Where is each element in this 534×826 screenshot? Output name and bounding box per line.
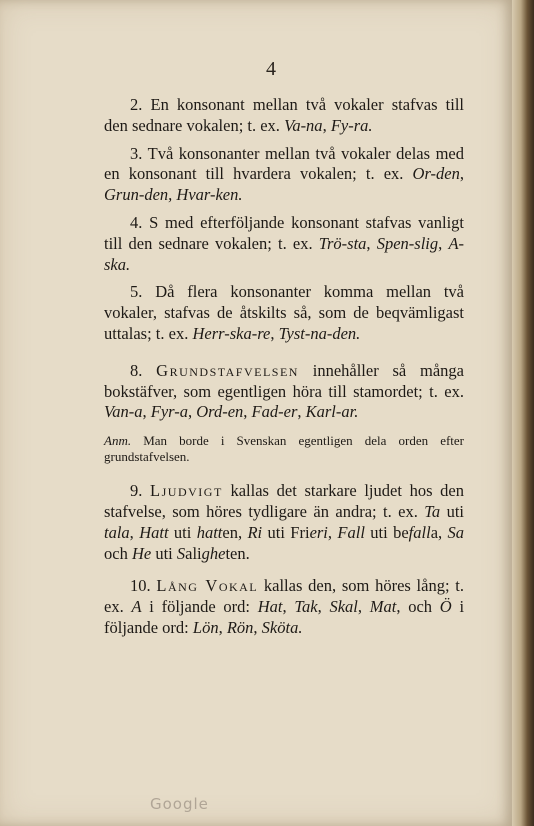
example-word: Mat [369,597,397,617]
text-run: , [129,522,140,542]
example-word: Tyst-na-den. [278,323,361,343]
google-watermark: Google [150,795,209,813]
paragraph [104,144,464,206]
text-run: , [317,597,330,617]
example-word: Ord-en [196,402,244,422]
paragraph [104,481,464,564]
term-heading: Ljudvigt [150,481,223,501]
text-run: , [297,402,306,422]
text-run: uti Fri [262,522,310,542]
example-word: Trö-sta [318,233,367,253]
example-word: Herr-ska-re [192,323,271,343]
example-word: S [176,543,186,563]
term-heading: Grundstafvelsen [156,360,299,380]
text-run: , [253,617,262,637]
text-run: Man borde i Svenskan egentligen dela orden efter grundstafvelsen. [104,433,464,465]
example-word: Ri [247,522,263,542]
text-run: , [438,233,449,253]
example-word: Hvar-ken. [176,185,243,205]
text-run: kallas den, som höres lång; t. ex. [104,576,465,617]
page-text [104,95,464,639]
example-word: A [131,597,142,617]
text-run: ten. [225,543,250,563]
paragraph [104,282,464,344]
text-run: , [243,402,252,422]
text-run: uti [151,543,177,563]
example-word: A-ska. [104,233,465,274]
text-run: , och [396,597,440,617]
text-run: , [188,402,197,422]
text-run: 9. [130,481,151,501]
example-word: Karl-ar. [305,402,359,422]
example-word: Van-a [104,402,143,422]
example-word: Fyr-a [150,402,188,422]
text-run: i följande ord: [141,597,258,617]
text-run: , [270,323,279,343]
example-word: Ö [439,597,452,617]
text-run: 10. [130,576,157,596]
text-run: uti [440,501,465,521]
text-run: , [218,617,227,637]
text-run: 5. Då flera konsonanter komma mellan två vokaler, stafvas de åtskilts så, som de beqvämligast uttalas; t. ex. [104,282,464,343]
example-word: Fall [337,522,365,542]
text-run: kallas det starkare ljudet hos den stafvelse, som höres tydligare än andra; t. ex. [104,481,464,521]
text-run: , [366,233,377,253]
example-word: Grun-den, [104,185,173,205]
example-word: tala [104,522,130,542]
example-word: Fad-er [251,402,298,422]
example-word: ghe [201,543,226,563]
text-run: uti [168,522,197,542]
paragraph [104,576,464,638]
example-word: Spen-slig [376,233,439,253]
example-word: Hat [257,597,283,617]
term-heading: Lång Vokal [156,576,259,596]
text-run: i följande ord: [104,597,465,637]
example-word: eri [309,522,328,542]
text-run: a, [430,522,448,542]
text-run: uti be [364,522,409,542]
example-word: Or-den [412,164,460,184]
text-run: ali [185,543,202,563]
text-run: 4. S med efterföljande konsonant stafvas vanligt till den sednare vokalen; t. ex. [104,212,464,253]
text-run: , [282,597,295,617]
example-word: Sköta. [261,617,303,637]
example-word: Tak [294,597,318,617]
book-spine [512,0,534,826]
text-run: en, [222,522,248,542]
paragraph [104,361,464,423]
example-word: Rön [226,617,254,637]
paragraph [104,213,464,275]
text-run: 3. Två konsonanter mellan två vokaler delas med en konsonant till hvardera vokalen; t. ex. [104,143,464,184]
text-run: 2. En konsonant mellan två vokaler stafvas till den sednare vokalen; t. ex. [104,95,464,135]
example-word: Anm. [104,433,132,449]
text-run: , [327,522,338,542]
example-word: hatt [196,522,223,542]
example-word: Ta [424,501,441,521]
example-word: Skal [329,597,358,617]
text-run: , [142,402,151,422]
example-word: Lön [192,617,219,637]
text-run: , [357,597,370,617]
example-word: Sa [447,522,465,542]
example-word: Hatt [139,522,169,542]
example-word: He [131,543,152,563]
text-run: , [459,164,464,184]
annotation-note [104,433,464,465]
text-run: , [322,115,331,135]
example-word: Va-na [284,115,323,135]
paragraph [104,95,464,137]
text-run: och [104,543,132,563]
page-number: 4 [266,58,276,80]
example-word: fall [408,522,431,542]
example-word: Fy-ra. [330,115,373,135]
text-run: 8. [130,360,157,380]
text-run: innehåller så många bokstäfver, som egentligen höra till stamordet; t. ex. [104,360,464,401]
